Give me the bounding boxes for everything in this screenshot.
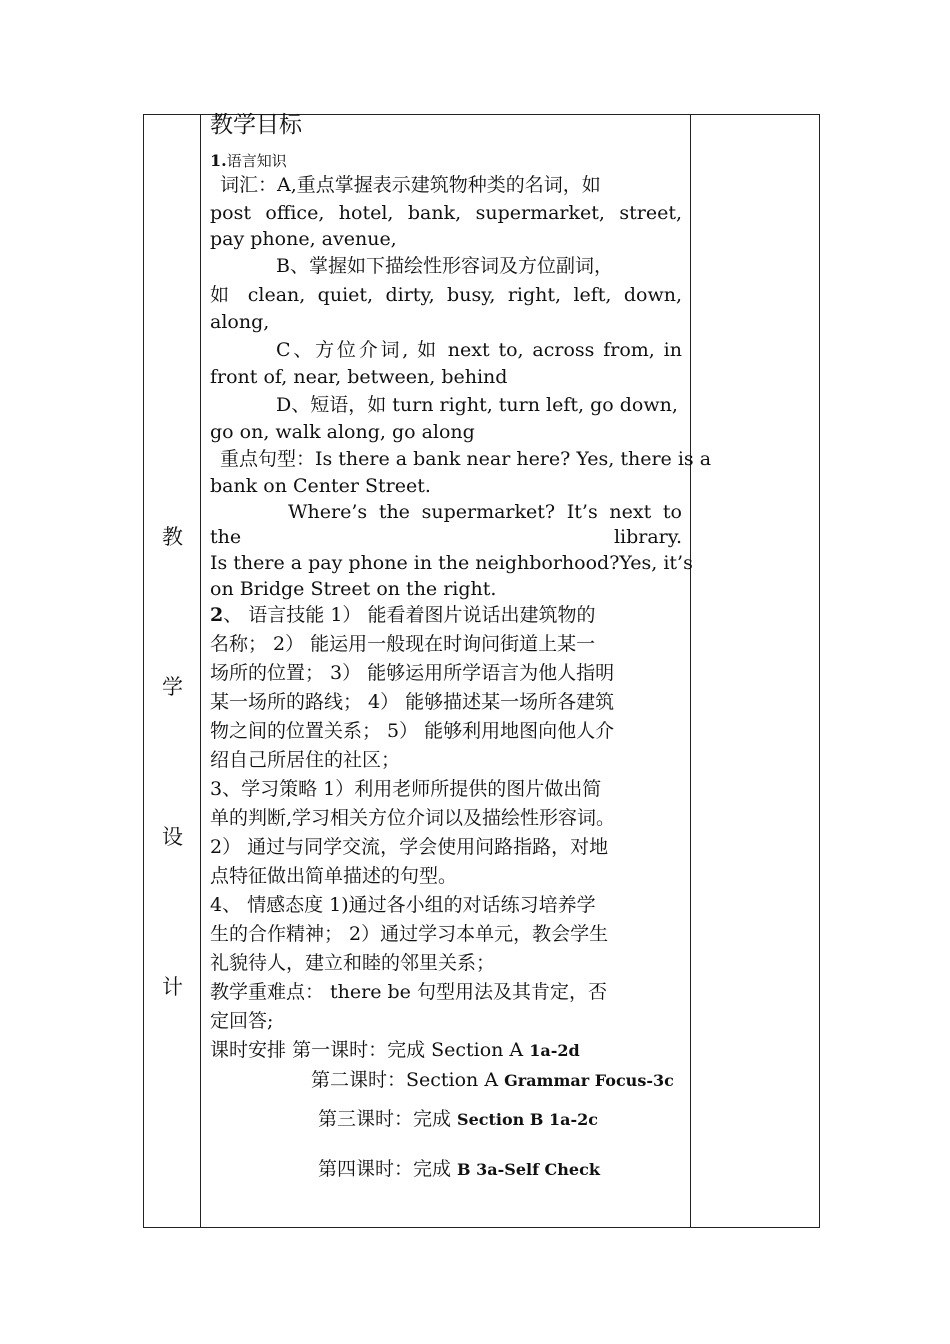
side-char-2: 学 bbox=[162, 675, 183, 699]
vocab-c-line-2: front of, near, between, behind bbox=[210, 366, 508, 388]
strategy-line-3: 2） 通过与同学交流，学会使用问路指路，对地 bbox=[210, 836, 609, 858]
skills-line-1 bbox=[210, 602, 595, 628]
vocab-b-line-2: 如 clean, quiet, dirty, busy, right, left, down, bbox=[210, 284, 682, 306]
lesson-plan-table bbox=[143, 114, 820, 1228]
sentence-line-3: Where’s the supermarket? It’s next to bbox=[288, 501, 682, 523]
schedule-period-4-detail: B 3a-Self Check bbox=[457, 1160, 600, 1179]
attitude-line-1: 4、 情感态度 1)通过各小组的对话练习培养学 bbox=[210, 894, 596, 916]
vocab-line-2: post office, hotel, bank, supermarket, street, bbox=[210, 202, 682, 224]
schedule-line-2 bbox=[311, 1067, 674, 1094]
vocab-d-line-1: D、短语，如 turn right, turn left, go down, bbox=[276, 394, 678, 416]
strategy-line-1: 3、学习策略 1）利用老师所提供的图片做出简 bbox=[210, 778, 602, 800]
schedule-period-2: 第二课时：Section A bbox=[311, 1069, 505, 1091]
column-divider-right bbox=[690, 115, 691, 1227]
difficulty-line-2: 定回答; bbox=[210, 1010, 274, 1032]
schedule-line-4 bbox=[318, 1156, 600, 1183]
strategy-line-4: 点特征做出简单描述的句型。 bbox=[210, 865, 458, 887]
vocab-line-1: 词汇：A,重点掌握表示建筑物种类的名词，如 bbox=[220, 174, 601, 196]
sentence-line-4 bbox=[210, 524, 682, 550]
lang-knowledge-num: 1. bbox=[210, 151, 227, 170]
sentence-line-6: on Bridge Street on the right. bbox=[210, 578, 497, 600]
schedule-period-1-detail: 1a-2d bbox=[529, 1041, 580, 1060]
skills-line-5: 物之间的位置关系； 5） 能够利用地图向他人介 bbox=[210, 720, 615, 742]
sentence-line-1: 重点句型：Is there a bank near here? Yes, there is a bbox=[220, 448, 712, 470]
vocab-d-line-2: go on, walk along, go along bbox=[210, 421, 475, 443]
skills-line-3: 场所的位置； 3） 能够运用所学语言为他人指明 bbox=[210, 662, 615, 684]
attitude-line-3: 礼貌待人，建立和睦的邻里关系； bbox=[210, 952, 496, 974]
schedule-period-3: 第三课时：完成 bbox=[318, 1108, 458, 1130]
schedule-line-3 bbox=[318, 1106, 598, 1133]
schedule-period-2-detail: Grammar Focus-3c bbox=[504, 1071, 674, 1090]
schedule-period-3-detail: Section B 1a-2c bbox=[457, 1110, 598, 1129]
vocab-line-3: pay phone, avenue, bbox=[210, 228, 397, 250]
schedule-period-1: 第一课时：完成 Section A bbox=[292, 1039, 530, 1061]
skills-line-1-text: 、 语言技能 1） 能看着图片说话出建筑物的 bbox=[223, 604, 596, 626]
vocab-b-line-1: B、掌握如下描绘性形容词及方位副词， bbox=[276, 255, 613, 277]
difficulty-line-1: 教学重难点： there be 句型用法及其肯定，否 bbox=[210, 981, 607, 1003]
skills-line-2: 名称； 2） 能运用一般现在时询问街道上某一 bbox=[210, 633, 596, 655]
schedule-period-4: 第四课时：完成 bbox=[318, 1158, 458, 1180]
schedule-line-1 bbox=[210, 1037, 580, 1064]
lang-knowledge-label: 语言知识 bbox=[226, 152, 287, 170]
section-title: 教学目标 bbox=[210, 112, 302, 138]
sentence-line-2: bank on Center Street. bbox=[210, 475, 431, 497]
skills-line-4: 某一场所的路线； 4） 能够描述某一场所各建筑 bbox=[210, 691, 615, 713]
side-char-3: 设 bbox=[162, 825, 183, 849]
strategy-line-2: 单的判断,学习相关方位介词以及描绘性形容词。 bbox=[210, 807, 616, 829]
schedule-label: 课时安排 bbox=[210, 1039, 287, 1061]
skills-num: 2 bbox=[210, 604, 224, 626]
skills-line-6: 绍自己所居住的社区； bbox=[210, 749, 401, 771]
lang-knowledge-heading bbox=[210, 147, 287, 174]
vocab-b-line-3: along, bbox=[210, 311, 270, 333]
sentence-line-4-right: library. bbox=[613, 526, 682, 548]
sentence-line-5: Is there a pay phone in the neighborhood?Yes, it’s bbox=[210, 552, 693, 574]
vocab-c-line-1: C、方位介词, 如 next to, across from, in bbox=[276, 339, 682, 361]
side-char-1: 教 bbox=[162, 525, 183, 549]
side-char-4: 计 bbox=[162, 975, 183, 999]
sentence-line-4-left: the bbox=[210, 526, 242, 548]
attitude-line-2: 生的合作精神； 2）通过学习本单元，教会学生 bbox=[210, 923, 609, 945]
